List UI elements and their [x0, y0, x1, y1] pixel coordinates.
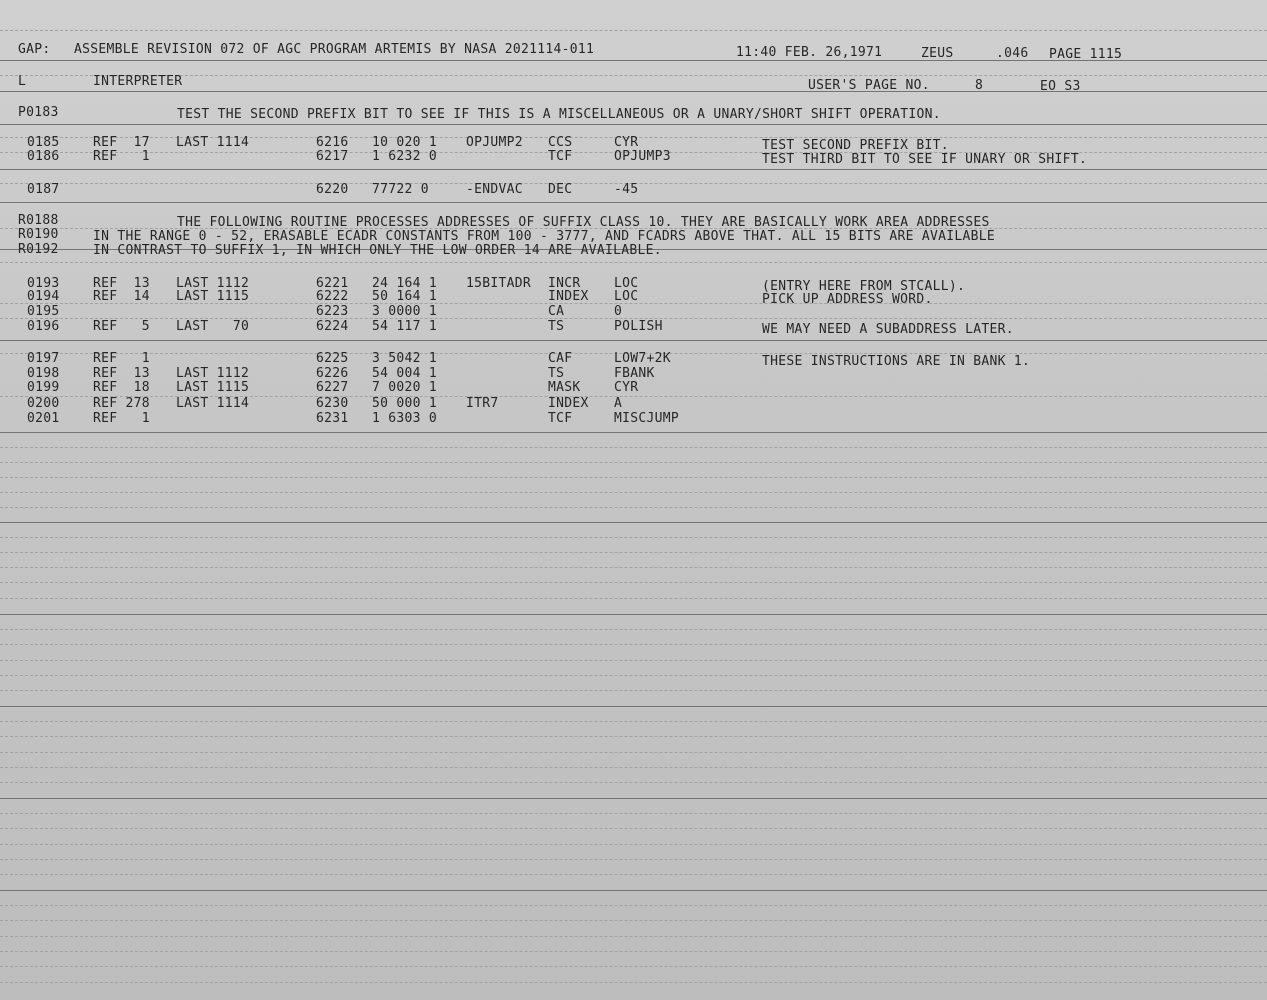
- operand: A: [614, 396, 623, 411]
- rule-line-dashed: [0, 75, 1267, 76]
- rule-line-dashed: [0, 462, 1267, 463]
- rule-line-dashed: [0, 721, 1267, 722]
- timestamp: 11:40 FEB. 26,1971: [736, 45, 883, 60]
- rule-line-dashed: [0, 492, 1267, 493]
- remark-id: P0183: [18, 105, 59, 120]
- rule-line-dashed: [0, 844, 1267, 845]
- last-ref: LAST 1112: [176, 366, 250, 381]
- octal-code: 24 164 1: [372, 276, 438, 291]
- rule-line: [0, 124, 1267, 125]
- address: 6221: [316, 276, 349, 291]
- octal-code: 3 5042 1: [372, 351, 438, 366]
- address: 6220: [316, 182, 349, 197]
- rule-line: [0, 340, 1267, 341]
- opcode: CCS: [548, 135, 573, 150]
- comment: THESE INSTRUCTIONS ARE IN BANK 1.: [762, 354, 1031, 369]
- rule-line: [0, 169, 1267, 170]
- rule-line-dashed: [0, 660, 1267, 661]
- operand: CYR: [614, 135, 639, 150]
- revision-code: .046: [996, 46, 1029, 61]
- rule-line-dashed: [0, 813, 1267, 814]
- rule-line-dashed: [0, 767, 1267, 768]
- label: ITR7: [466, 396, 499, 411]
- rule-line-dashed: [0, 477, 1267, 478]
- ref-count: REF 1: [93, 411, 150, 426]
- address: 6216: [316, 135, 349, 150]
- opcode: INDEX: [548, 289, 589, 304]
- eo-code: EO S3: [1040, 79, 1081, 94]
- opcode: TCF: [548, 411, 573, 426]
- address: 6217: [316, 149, 349, 164]
- octal-code: 1 6232 0: [372, 149, 438, 164]
- rule-line-dashed: [0, 567, 1267, 568]
- operand: LOC: [614, 276, 639, 291]
- remark-text: IN THE RANGE 0 - 52, ERASABLE ECADR CONSTANTS FROM 100 - 3777, AND FCADRS ABOVE THAT. ALL 15 BITS ARE AVAILABLE: [93, 229, 996, 244]
- ref-count: REF 18: [93, 380, 150, 395]
- rule-line: [0, 202, 1267, 203]
- octal-code: 1 6303 0: [372, 411, 438, 426]
- page-number: PAGE 1115: [1049, 47, 1123, 62]
- rule-line-dashed: [0, 874, 1267, 875]
- assemble-title: ASSEMBLE REVISION 072 OF AGC PROGRAM ARTEMIS BY NASA 2021114-011: [74, 42, 595, 57]
- comment: WE MAY NEED A SUBADDRESS LATER.: [762, 322, 1014, 337]
- comment: TEST THIRD BIT TO SEE IF UNARY OR SHIFT.: [762, 152, 1088, 167]
- octal-code: 50 164 1: [372, 289, 438, 304]
- comment: PICK UP ADDRESS WORD.: [762, 292, 933, 307]
- rule-line-dashed: [0, 582, 1267, 583]
- ref-count: REF 17: [93, 135, 150, 150]
- last-ref: LAST 1114: [176, 396, 250, 411]
- last-ref: LAST 1114: [176, 135, 250, 150]
- rule-line: [0, 706, 1267, 707]
- rule-line-dashed: [0, 690, 1267, 691]
- octal-code: 3 0000 1: [372, 304, 438, 319]
- ref-count: REF 1: [93, 149, 150, 164]
- octal-code: 50 000 1: [372, 396, 438, 411]
- line-number: 0185: [27, 135, 60, 150]
- last-ref: LAST 70: [176, 319, 250, 334]
- remark-text: THE FOLLOWING ROUTINE PROCESSES ADDRESSES OF SUFFIX CLASS 10. THEY ARE BASICALLY WORK AREA ADDRESSES: [177, 215, 990, 230]
- address: 6226: [316, 366, 349, 381]
- octal-code: 54 004 1: [372, 366, 438, 381]
- octal-code: 7 0020 1: [372, 380, 438, 395]
- ref-count: REF 278: [93, 396, 150, 411]
- label: 15BITADR: [466, 276, 532, 291]
- rule-line-dashed: [0, 966, 1267, 967]
- rule-line-dashed: [0, 905, 1267, 906]
- operand: LOW7+2K: [614, 351, 671, 366]
- operand: OPJUMP3: [614, 149, 671, 164]
- ref-count: REF 13: [93, 366, 150, 381]
- operand: 0: [614, 304, 623, 319]
- remark-id: R0188: [18, 213, 59, 228]
- rule-line-dashed: [0, 828, 1267, 829]
- last-ref: LAST 1112: [176, 276, 250, 291]
- rule-line-dashed: [0, 951, 1267, 952]
- rule-line-dashed: [0, 537, 1267, 538]
- rule-line-dashed: [0, 859, 1267, 860]
- users-page-number: 8: [975, 78, 984, 93]
- remark-id: R0192: [18, 242, 59, 257]
- line-number: 0201: [27, 411, 60, 426]
- address: 6224: [316, 319, 349, 334]
- address: 6223: [316, 304, 349, 319]
- last-ref: LAST 1115: [176, 289, 250, 304]
- line-number: 0200: [27, 396, 60, 411]
- line-number: 0194: [27, 289, 60, 304]
- line-number: 0199: [27, 380, 60, 395]
- line-number: 0186: [27, 149, 60, 164]
- rule-line-dashed: [0, 262, 1267, 263]
- rule-line-dashed: [0, 629, 1267, 630]
- operand: POLISH: [614, 319, 663, 334]
- rule-line: [0, 798, 1267, 799]
- line-number: 0197: [27, 351, 60, 366]
- opcode: INDEX: [548, 396, 589, 411]
- line-number: 0196: [27, 319, 60, 334]
- ref-count: REF 14: [93, 289, 150, 304]
- rule-line-dashed: [0, 982, 1267, 983]
- comment: (ENTRY HERE FROM STCALL).: [762, 279, 966, 294]
- rule-line: [0, 614, 1267, 615]
- rule-line-dashed: [0, 552, 1267, 553]
- opcode: TCF: [548, 149, 573, 164]
- opcode: INCR: [548, 276, 581, 291]
- line-number: 0198: [27, 366, 60, 381]
- ref-count: REF 1: [93, 351, 150, 366]
- rule-line-dashed: [0, 736, 1267, 737]
- rule-line: [0, 890, 1267, 891]
- users-page-label: USER'S PAGE NO.: [808, 78, 930, 93]
- rule-line-dashed: [0, 936, 1267, 937]
- line-number: 0195: [27, 304, 60, 319]
- ref-count: REF 5: [93, 319, 150, 334]
- rule-line-dashed: [0, 782, 1267, 783]
- address: 6231: [316, 411, 349, 426]
- address: 6227: [316, 380, 349, 395]
- remark-text: IN CONTRAST TO SUFFIX 1, IN WHICH ONLY THE LOW ORDER 14 ARE AVAILABLE.: [93, 243, 662, 258]
- label: -ENDVAC: [466, 182, 523, 197]
- octal-code: 54 117 1: [372, 319, 438, 334]
- rule-line-dashed: [0, 30, 1267, 31]
- line-number: 0193: [27, 276, 60, 291]
- gap-label: GAP:: [18, 42, 51, 57]
- ref-count: REF 13: [93, 276, 150, 291]
- rule-line-dashed: [0, 598, 1267, 599]
- octal-code: 77722 0: [372, 182, 429, 197]
- operand: -45: [614, 182, 639, 197]
- rule-line: [0, 432, 1267, 433]
- address: 6230: [316, 396, 349, 411]
- operand: LOC: [614, 289, 639, 304]
- address: 6225: [316, 351, 349, 366]
- rule-line: [0, 522, 1267, 523]
- octal-code: 10 020 1: [372, 135, 438, 150]
- opcode: TS: [548, 366, 565, 381]
- rule-line-dashed: [0, 920, 1267, 921]
- listing-type: L: [18, 74, 27, 89]
- rule-line-dashed: [0, 644, 1267, 645]
- operand: CYR: [614, 380, 639, 395]
- opcode: DEC: [548, 182, 573, 197]
- section-title: INTERPRETER: [93, 74, 183, 89]
- remark-text: TEST THE SECOND PREFIX BIT TO SEE IF THIS IS A MISCELLANEOUS OR A UNARY/SHORT SHIFT OPERATION.: [177, 107, 941, 122]
- comment: TEST SECOND PREFIX BIT.: [762, 138, 949, 153]
- opcode: MASK: [548, 380, 581, 395]
- rule-line-dashed: [0, 447, 1267, 448]
- operand: FBANK: [614, 366, 655, 381]
- user-name: ZEUS: [921, 46, 954, 61]
- remark-id: R0190: [18, 227, 59, 242]
- last-ref: LAST 1115: [176, 380, 250, 395]
- opcode: TS: [548, 319, 565, 334]
- opcode: CA: [548, 304, 565, 319]
- line-number: 0187: [27, 182, 60, 197]
- label: OPJUMP2: [466, 135, 523, 150]
- rule-line-dashed: [0, 752, 1267, 753]
- rule-line-dashed: [0, 507, 1267, 508]
- operand: MISCJUMP: [614, 411, 680, 426]
- address: 6222: [316, 289, 349, 304]
- opcode: CAF: [548, 351, 573, 366]
- rule-line-dashed: [0, 675, 1267, 676]
